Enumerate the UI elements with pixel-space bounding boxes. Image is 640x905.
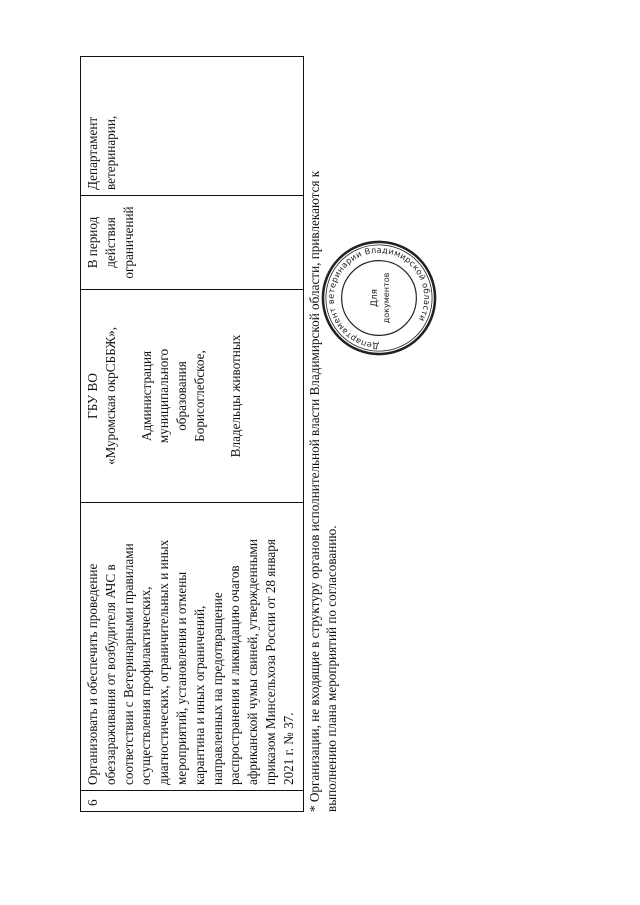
responsible-cell bbox=[81, 57, 304, 196]
task-line: диагностических, ограничительных и иных bbox=[156, 539, 172, 785]
executor-owners bbox=[227, 295, 245, 497]
footnote-line: выполнению плана мероприятий по согласованию. bbox=[324, 525, 339, 812]
stamp-seal-icon bbox=[320, 239, 438, 357]
task-line: направленных на предотвращение bbox=[209, 592, 225, 785]
table-row bbox=[81, 57, 304, 812]
footnote-line: * Организации, не входящие в структуру органов исполнительной власти Владимирской области, привлекаются к bbox=[307, 170, 322, 812]
stamp-inner-text-1: Для bbox=[370, 289, 381, 307]
task-cell bbox=[81, 503, 304, 791]
term-line: ограничений bbox=[120, 206, 136, 279]
task-line: обеззараживания от возбудителя АЧС в bbox=[102, 564, 118, 785]
executor-administration bbox=[138, 295, 209, 497]
responsible-line: ветеринарии, bbox=[102, 115, 118, 190]
task-line: карантина и иных ограничений, bbox=[191, 605, 207, 785]
executor-line: ГБУ ВО bbox=[85, 373, 100, 419]
executor-line: «Муромская окрСББЖ», bbox=[102, 326, 118, 466]
term-line: действия bbox=[102, 217, 118, 268]
executor-line: образования bbox=[174, 361, 190, 431]
task-line: распространения и ликвидацию очагов bbox=[227, 565, 243, 785]
task-line: осуществления профилактических, bbox=[138, 586, 154, 785]
stamp-inner-text-2: документов bbox=[381, 272, 391, 324]
measures-table bbox=[80, 56, 304, 812]
task-line: мероприятий, установления и отмены bbox=[173, 571, 189, 785]
task-line: соответствии с Ветеринарными правилами bbox=[120, 543, 136, 785]
executors-cell bbox=[81, 290, 304, 503]
executor-line: Владельцы животных bbox=[227, 334, 243, 458]
stamp-outer-text: Департамент ветеринарии Владимирской области bbox=[325, 244, 433, 352]
executor-gbu bbox=[84, 295, 120, 497]
row-number: 6 bbox=[85, 799, 100, 806]
term-cell bbox=[81, 196, 304, 290]
official-stamp bbox=[320, 239, 438, 357]
task-line: Организовать и обеспечить проведение bbox=[85, 563, 100, 785]
responsible-line: Департамент bbox=[85, 116, 100, 190]
executor-line: Борисоглебское, bbox=[191, 350, 207, 442]
executor-line: муниципального bbox=[156, 348, 172, 444]
term-line: В период bbox=[85, 216, 100, 269]
task-line: 2021 г. № 37. bbox=[280, 712, 296, 785]
task-line: приказом Минсельхоза России от 28 января bbox=[262, 539, 278, 785]
footnote bbox=[306, 57, 340, 812]
rotated-page-content bbox=[80, 57, 433, 812]
row-number-cell bbox=[81, 791, 304, 812]
executor-line: Администрация bbox=[138, 350, 154, 442]
task-line: африканской чумы свиней, утвержденными bbox=[245, 539, 261, 785]
